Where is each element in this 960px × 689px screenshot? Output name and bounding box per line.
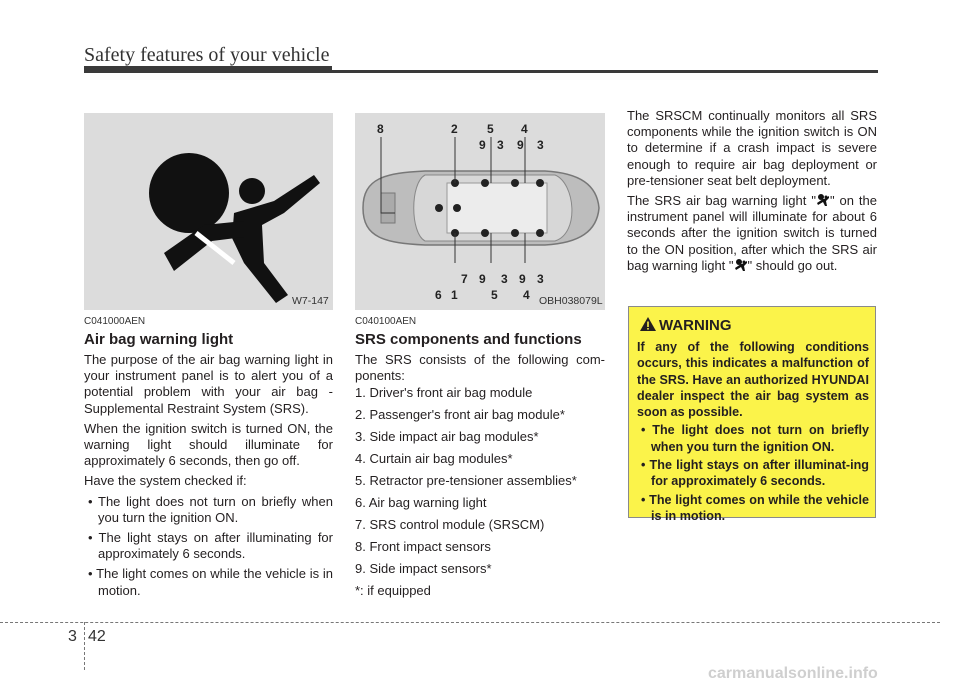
text-span: " on the instrument panel will illuminate for about 6 seconds after the ignition switch is turned to the ON position, after which the SRS air bag warning light " [627, 193, 877, 273]
callout-9a-top: 9 [479, 138, 486, 152]
section-number: 3 [68, 628, 77, 645]
paragraph: When the ignition switch is turned ON, the warning light should illuminate for approximately 6 seconds, then go off. [84, 420, 333, 469]
callout-1: 1 [451, 288, 458, 302]
list-item: 4. Curtain air bag modules* [355, 451, 513, 467]
list-item: 8. Front impact sensors [355, 539, 491, 555]
bullet-item: • The light comes on while the vehicle is in motion. [88, 566, 333, 598]
list-item: 2. Passenger's front air bag module* [355, 407, 565, 423]
callout-8: 8 [377, 122, 384, 136]
warning-triangle-icon [639, 316, 657, 332]
airbag-light-text [84, 352, 333, 603]
warning-bullet: • The light does not turn on briefly when you turn the ignition ON. [641, 423, 869, 454]
footer-rule [0, 622, 940, 623]
section-heading: SRS components and functions [355, 331, 582, 348]
srs-components-text [355, 352, 605, 604]
airbag-warning-icon [734, 258, 748, 272]
callout-9b-top: 9 [517, 138, 524, 152]
paragraph [627, 193, 877, 274]
car-top-view-diagram [355, 113, 605, 310]
callout-5-bottom: 5 [491, 288, 498, 302]
paragraph: The SRSCM continually monitors all SRS components while the ignition switch is ON to determine if a crash impact is severe enough to require air bag deployment or pre-tensioner seat belt deployment. [627, 108, 877, 188]
airbag-person-icon [84, 113, 333, 310]
callout-3a-bottom: 3 [501, 272, 508, 286]
warning-bullet: • The light stays on after illuminat-ing for approximately 6 seconds. [641, 458, 869, 489]
warning-paragraph: If any of the following conditions occurs, this indicates a malfunction of the SRS. Have an authorized HYUNDAI dealer inspect the air bag system as soon as possible. [637, 340, 869, 420]
list-item: 5. Retractor pre-tensioner assemblies* [355, 473, 577, 489]
list-item: 6. Air bag warning light [355, 495, 487, 511]
callout-3b-top: 3 [537, 138, 544, 152]
airbag-warning-icon [816, 193, 830, 207]
warning-title: WARNING [659, 317, 732, 334]
list-item: 7. SRS control module (SRSCM) [355, 517, 545, 533]
list-item: *: if equipped [355, 583, 431, 599]
figure-label: OBH038079L [539, 295, 603, 307]
text-span: The SRS air bag warning light " [627, 193, 816, 209]
paragraph: Have the system checked if: [84, 473, 247, 489]
callout-6: 6 [435, 288, 442, 302]
page-header-title: Safety features of your vehicle [84, 44, 330, 66]
warning-box [628, 306, 876, 523]
callout-7: 7 [461, 272, 468, 286]
bullet-item: • The light stays on after illuminating for approximately 6 seconds. [88, 530, 333, 562]
watermark: carmanualsonline.info [708, 665, 878, 682]
section-code: C041000AEN [84, 316, 146, 327]
srscm-text [627, 108, 877, 278]
text-span: " should go out. [747, 257, 838, 273]
callout-4-bottom: 4 [523, 288, 530, 302]
callout-2: 2 [451, 122, 458, 136]
srs-diagram-figure [355, 113, 605, 310]
airbag-light-figure [84, 113, 333, 310]
warning-body [637, 339, 869, 524]
bullet-item: • The light does not turn on briefly when you turn the ignition ON. [88, 493, 333, 525]
warning-bullet: • The light comes on while the vehicle is in motion. [641, 492, 869, 523]
callout-4-top: 4 [521, 122, 528, 136]
section-code: C040100AEN [355, 316, 417, 327]
figure-label: W7-147 [292, 295, 329, 307]
callout-3b-bottom: 3 [537, 272, 544, 286]
callout-3a-top: 3 [497, 138, 504, 152]
header-rule [84, 70, 878, 73]
section-heading: Air bag warning light [84, 331, 234, 348]
callout-9b-bottom: 9 [519, 272, 526, 286]
callout-9a-bottom: 9 [479, 272, 486, 286]
paragraph: The purpose of the air bag warning light in your instrument panel is to alert you of a potential problem with your air bag - Supplemental Restraint System (SRS). [84, 352, 333, 416]
list-item: 9. Side impact sensors* [355, 561, 492, 577]
page-number: 42 [88, 628, 106, 645]
list-item: 1. Driver's front air bag module [355, 385, 533, 401]
footer-divider [84, 622, 85, 670]
paragraph: The SRS consists of the following com-ponents: [355, 352, 605, 384]
list-item: 3. Side impact air bag modules* [355, 429, 539, 445]
callout-5-top: 5 [487, 122, 494, 136]
